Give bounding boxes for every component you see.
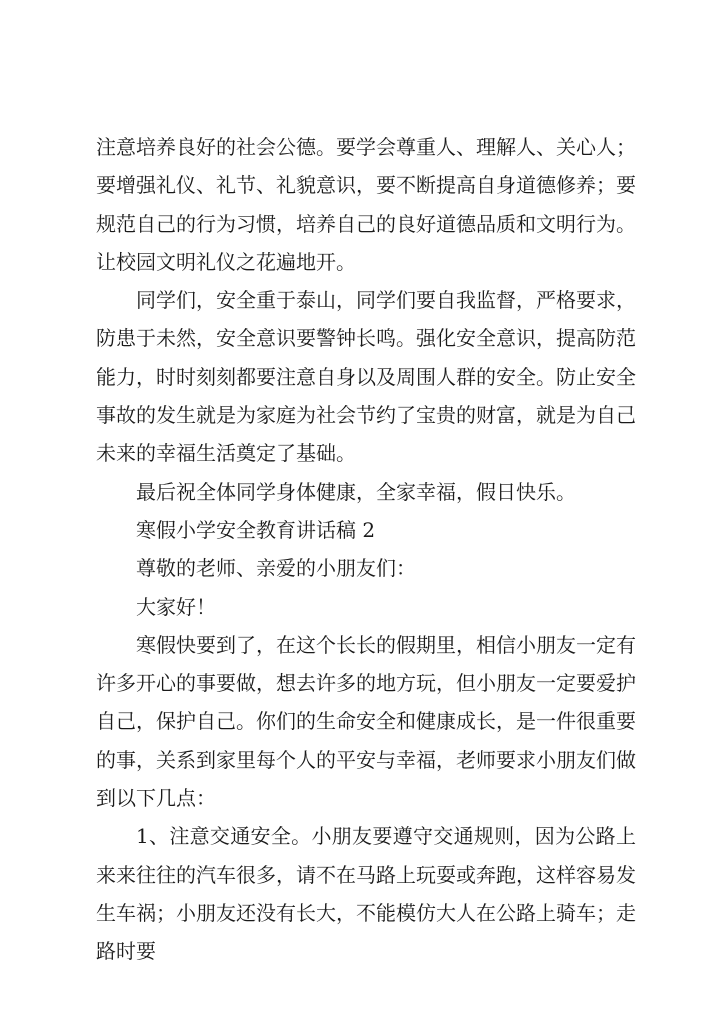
paragraph-1: 注意培养良好的社会公德。要学会尊重人、理解人、关心人；要增强礼仪、礼节、礼貌意识，要不断提高自身道德修养；要规范自己的行为习惯，培养自己的良好道德品质和文明行为。让校园文明礼仪之花遍地开。 (96, 135, 636, 274)
salutation: 尊敬的老师、亲爱的小朋友们： (136, 556, 416, 581)
greeting: 大家好！ (136, 594, 216, 619)
document-body (96, 128, 636, 971)
paragraph-5: 1、注意交通安全。小朋友要遵守交通规则，因为公路上来来往往的汽车很多，请不在马路上玩耍或奔跑，这样容易发生车祸；小朋友还没有长大，不能模仿大人在公路上骑车；走路时要 (96, 824, 636, 964)
section-title: 寒假小学安全教育讲话稿 2 (136, 517, 376, 542)
paragraph-2: 同学们，安全重于泰山，同学们要自我监督，严格要求，防患于未然，安全意识要警钟长鸣。强化安全意识，提高防范能力，时时刻刻都要注意自身以及周围人群的安全。防止安全事故的发生就是为家庭为社会节约了宝贵的财富，就是为自己未来的幸福生活奠定了基础。 (96, 288, 636, 466)
paragraph-3: 最后祝全体同学身体健康，全家幸福，假日快乐。 (136, 479, 576, 504)
paragraph-4: 寒假快要到了，在这个长长的假期里，相信小朋友一定有许多开心的事要做，想去许多的地方玩，但小朋友一定要爱护自己，保护自己。你们的生命安全和健康成长，是一件很重要的事，关系到家里每个人的平安与幸福，老师要求小朋友们做到以下几点： (96, 632, 636, 811)
